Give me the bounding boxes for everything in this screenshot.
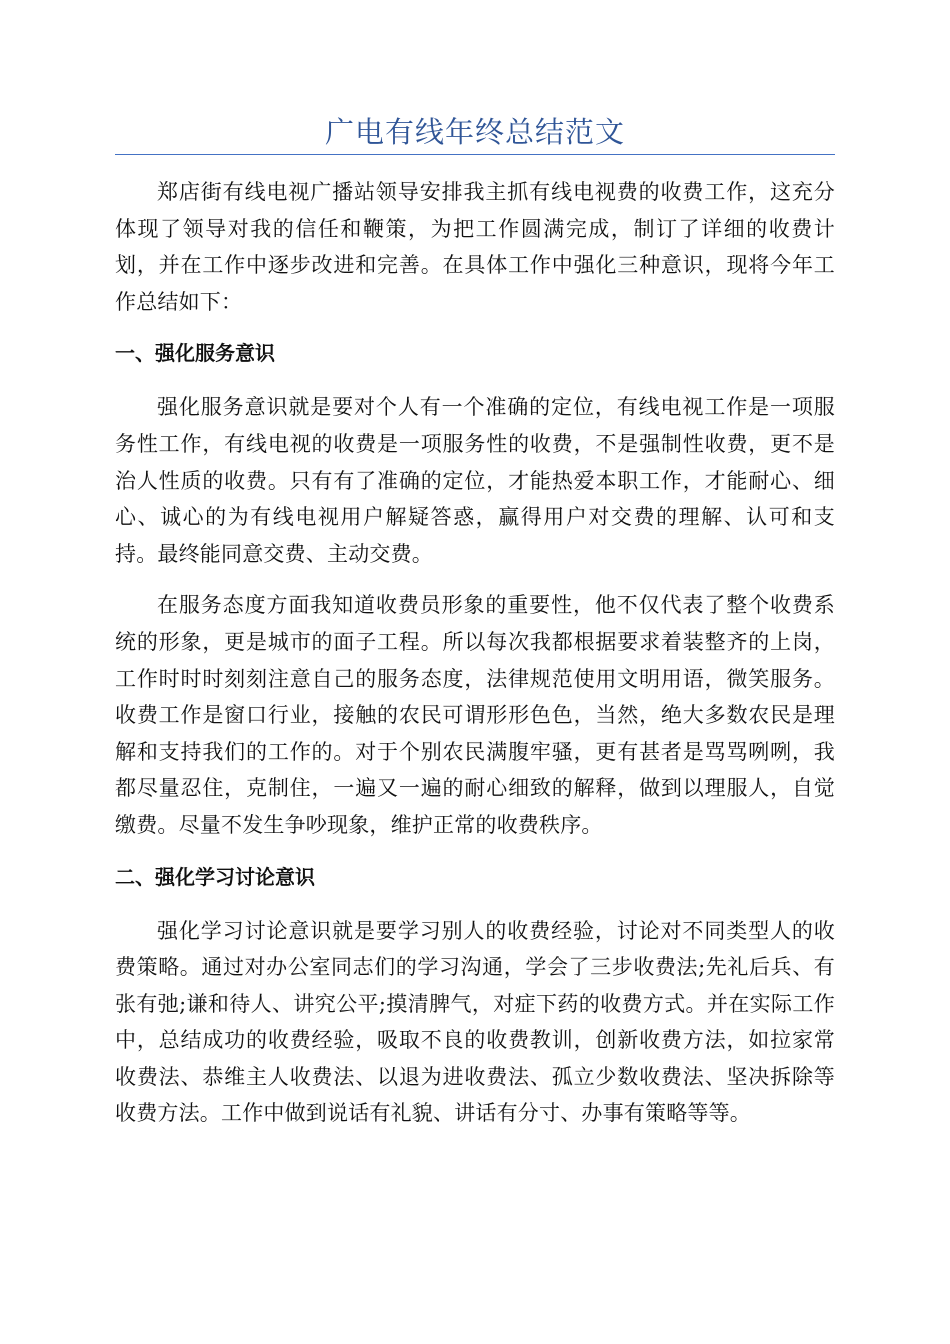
section-heading-service: 一、强化服务意识 bbox=[115, 341, 275, 366]
title-underline bbox=[115, 154, 835, 155]
section-1-paragraph-2: 在服务态度方面我知道收费员形象的重要性，他不仅代表了整个收费系统的形象，更是城市的面子工程。所以每次我都根据要求着装整齐的上岗，工作时时时刻刻注意自己的服务态度，法律规范使用文明用语，微笑服务。收费工作是窗口行业，接触的农民可谓形形色色，当然，绝大多数农民是理解和支持我们的工作的。对于个别农民满腹牢骚，更有甚者是骂骂咧咧，我都尽量忍住，克制住，一遍又一遍的耐心细致的解释，做到以理服人，自觉缴费。尽量不发生争吵现象，维护正常的收费秩序。 bbox=[115, 593, 835, 837]
intro-paragraph: 郑店街有线电视广播站领导安排我主抓有线电视费的收费工作，这充分体现了领导对我的信任和鞭策，为把工作圆满完成，制订了详细的收费计划，并在工作中逐步改进和完善。在具体工作中强化三种意识，现将今年工作总结如下： bbox=[115, 180, 835, 314]
document-body bbox=[115, 174, 835, 1147]
section-heading-learning: 二、强化学习讨论意识 bbox=[115, 864, 315, 889]
section-2-paragraph-1: 强化学习讨论意识就是要学习别人的收费经验，讨论对不同类型人的收费策略。通过对办公室同志们的学习沟通，学会了三步收费法;先礼后兵、有张有弛;谦和待人、讲究公平;摸清脾气，对症下药的收费方式。并在实际工作中，总结成功的收费经验，吸取不良的收费教训，创新收费方法，如拉家常收费法、恭维主人收费法、以退为进收费法、孤立少数收费法、坚决拆除等收费方法。工作中做到说话有礼貌、讲话有分寸、办事有策略等等。 bbox=[115, 918, 835, 1126]
section-1-paragraph-1: 强化服务意识就是要对个人有一个准确的定位，有线电视工作是一项服务性工作，有线电视的收费是一项服务性的收费，不是强制性收费，更不是治人性质的收费。只有有了准确的定位，才能热爱本职工作，才能耐心、细心、诚心的为有线电视用户解疑答惑，赢得用户对交费的理解、认可和支持。最终能同意交费、主动交费。 bbox=[115, 395, 835, 566]
document-title: 广电有线年终总结范文 bbox=[324, 115, 625, 149]
